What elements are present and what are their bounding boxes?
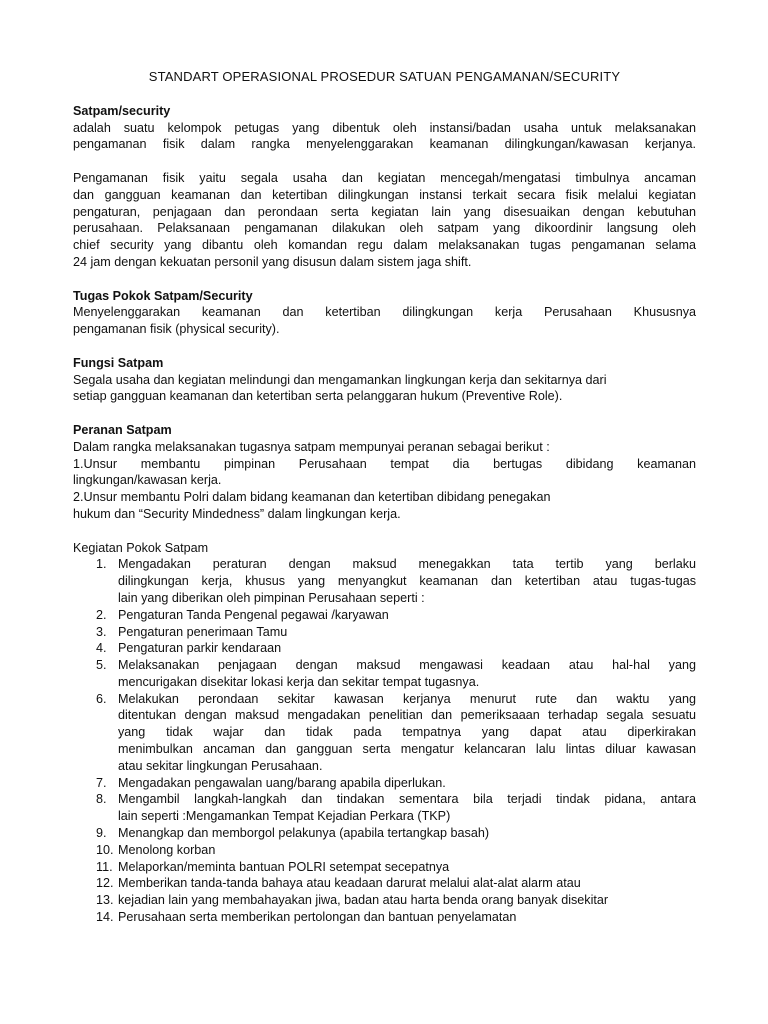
list-item-text: dilingkungan kerja, khusus yang menyangkut keamanan dan ketertiban atau tugas-tugas	[118, 574, 696, 589]
text-line: 2.Unsur membantu Polri dalam bidang keamanan dan ketertiban dibidang penegakan	[73, 490, 551, 505]
list-item-text: Melakukan perondaan sekitar kawasan kerjanya menurut rute dan waktu yang	[118, 691, 696, 706]
list-item	[73, 556, 696, 606]
list-item-text: Melaporkan/meminta bantuan POLRI setempat secepatnya	[118, 859, 450, 874]
list-item-number: 13.	[96, 893, 114, 908]
text-line: hukum dan “Security Mindedness” dalam lingkungan kerja.	[73, 506, 401, 521]
list-item	[73, 909, 696, 926]
list-item	[73, 607, 696, 624]
paragraph-definition	[73, 120, 696, 154]
list-item-number: 12.	[96, 876, 114, 891]
text-line: chief security yang dibantu oleh komandan regu dalam melaksanakan tugas pengamanan selama	[73, 238, 696, 253]
list-item-text: kejadian lain yang membahayakan jiwa, badan atau harta benda orang banyak disekitar	[118, 893, 609, 908]
list-item-text: Mengadakan peraturan dengan maksud menegakkan tata tertib yang berlaku	[118, 557, 696, 572]
section-heading-satpam: Satpam/security	[73, 103, 171, 118]
list-item	[73, 624, 696, 641]
list-item-text: Pengaturan parkir kendaraan	[118, 641, 282, 656]
text-line: 1.Unsur membantu pimpinan Perusahaan tempat dia bertugas dibidang keamanan	[73, 456, 696, 471]
list-item	[73, 657, 696, 691]
list-item	[73, 775, 696, 792]
text-line: Menyelenggarakan keamanan dan ketertiban dilingkungan kerja Perusahaan Khususnya	[73, 305, 696, 320]
paragraph-tugas-pokok	[73, 304, 696, 338]
text-line: pengamanan fisik (physical security).	[73, 322, 280, 337]
text-line: lingkungan/kawasan kerja.	[73, 473, 222, 488]
list-item-number: 1.	[96, 557, 107, 572]
list-item-text: Pengaturan penerimaan Tamu	[118, 624, 288, 639]
list-item-text: Perusahaan serta memberikan pertolongan dan bantuan penyelamatan	[118, 910, 517, 925]
list-item	[73, 875, 696, 892]
list-item	[73, 791, 696, 825]
list-item-number: 14.	[96, 910, 114, 925]
list-item	[73, 892, 696, 909]
list-item-text: Pengaturan Tanda Pengenal pegawai /karyawan	[118, 607, 389, 622]
list-item-number: 4.	[96, 641, 107, 656]
list-item	[73, 859, 696, 876]
list-item	[73, 825, 696, 842]
section-heading-kegiatan: Kegiatan Pokok Satpam	[73, 540, 209, 555]
list-item-text: mencurigakan disekitar lokasi kerja dan sekitar tempat tugasnya.	[118, 674, 480, 689]
list-item-text: ditentukan dengan maksud mengadakan penelitian dan pemeriksaaan terhadap segala sesuatu	[118, 708, 696, 723]
section-heading-peranan: Peranan Satpam	[73, 422, 172, 437]
list-item-number: 8.	[96, 792, 107, 807]
list-item-text: menimbulkan ancaman dan gangguan serta mengatur kelancaran lalu lintas diluar kawasan	[118, 742, 696, 757]
list-item-text: Melaksanakan penjagaan dengan maksud mengawasi keadaan atau hal-hal yang	[118, 658, 696, 673]
page-title: STANDART OPERASIONAL PROSEDUR SATUAN PENGAMANAN/SECURITY	[148, 69, 621, 84]
document-body	[73, 69, 696, 926]
text-line: Dalam rangka melaksanakan tugasnya satpam mempunyai peranan sebagai berikut :	[73, 439, 550, 454]
text-line: dan gangguan keamanan dan ketertiban dilingkungan instansi terkait secara fisik melalui kegiatan	[73, 187, 696, 202]
list-item-text: yang tidak wajar dan tidak pada tempatnya yang dapat atau diperkirakan	[118, 725, 696, 740]
paragraph-peranan	[73, 439, 696, 523]
list-item-text: lain yang diberikan oleh pimpinan Perusahaan seperti :	[118, 590, 425, 605]
text-line: setiap gangguan keamanan dan ketertiban serta pelanggaran hukum (Preventive Role).	[73, 389, 563, 404]
paragraph-fungsi	[73, 372, 696, 406]
list-item-number: 9.	[96, 826, 107, 841]
list-item	[73, 842, 696, 859]
list-item-number: 7.	[96, 775, 107, 790]
text-line: Segala usaha dan kegiatan melindungi dan mengamankan lingkungan kerja dan sekitarnya dari	[73, 372, 607, 387]
list-item-number: 5.	[96, 658, 107, 673]
list-item-number: 2.	[96, 607, 107, 622]
list-item-text: Menolong korban	[118, 842, 216, 857]
text-line: pengaturan, penjagaan dan perondaan serta kegiatan lain yang disesuaikan dengan kebutuhan	[73, 204, 696, 219]
list-item-text: Mengambil langkah-langkah dan tindakan sementara bila terjadi tindak pidana, antara	[118, 792, 696, 807]
section-heading-tugas-pokok: Tugas Pokok Satpam/Security	[73, 288, 253, 303]
list-item-text: Mengadakan pengawalan uang/barang apabila diperlukan.	[118, 775, 446, 790]
paragraph-physical-security	[73, 170, 696, 271]
list-item-text: atau sekitar lingkungan Perusahaan.	[118, 758, 323, 773]
section-heading-fungsi: Fungsi Satpam	[73, 355, 164, 370]
list-item-text: Memberikan tanda-tanda bahaya atau keadaan darurat melalui alat-alat alarm atau	[118, 876, 581, 891]
list-item	[73, 640, 696, 657]
text-line: adalah suatu kelompok petugas yang dibentuk oleh instansi/badan usaha untuk melaksanakan	[73, 120, 696, 135]
list-item	[73, 691, 696, 775]
text-line: perusahaan. Pelaksanaan pengamanan dilakukan oleh satpam yang dikoordinir langsung oleh	[73, 221, 696, 236]
kegiatan-list	[73, 556, 696, 926]
list-item-text: lain seperti :Mengamankan Tempat Kejadian Perkara (TKP)	[118, 809, 451, 824]
list-item-text: Menangkap dan memborgol pelakunya (apabila tertangkap basah)	[118, 826, 490, 841]
list-item-number: 11.	[96, 859, 113, 874]
list-item-number: 6.	[96, 691, 107, 706]
text-line: Pengamanan fisik yaitu segala usaha dan kegiatan mencegah/mengatasi timbulnya ancaman	[73, 170, 696, 185]
text-line: pengamanan fisik dalam rangka menyelenggarakan keamanan dilingkungan/kawasan kerjanya.	[73, 137, 696, 152]
list-item-number: 3.	[96, 624, 107, 639]
text-line: 24 jam dengan kekuatan personil yang disusun dalam sistem jaga shift.	[73, 254, 472, 269]
list-item-number: 10.	[96, 842, 114, 857]
